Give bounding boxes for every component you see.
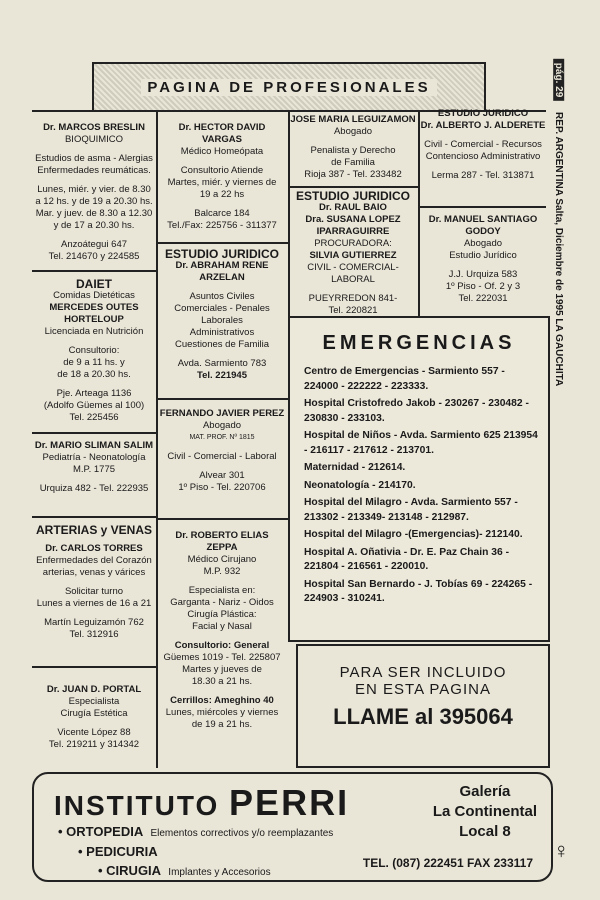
rule-c1-2 <box>32 432 156 434</box>
listing-godoy: Dr. MANUEL SANTIAGO GODOY Abogado Estudio Jurídico J.J. Urquiza 583 1º Piso - Of. 2 y 3 Tel. 222031 <box>428 214 538 304</box>
emergency-item: Neonatología - 214170. <box>304 479 416 491</box>
listing-baio: ESTUDIO JURIDICO Dr. RAUL BAIO Dra. SUSANA LOPEZ IPARRAGUIRRE PROCURADORA: SILVIA GUTIERREZ CIVIL - COMERCIAL-LABORAL PUEYRREDON 841- Tel. 220821 <box>295 190 410 314</box>
listing-perez: FERNANDO JAVIER PEREZ Abogado MAT. PROF. Nº 1815 Civil - Comercial - Laboral Alvear 301 1º Piso - Tel. 220706 <box>159 408 285 493</box>
emergencias-box <box>288 316 550 642</box>
perri-item-ortopedia: • ORTOPEDIA Elementos correctivos y/o reemplazantes <box>58 824 334 839</box>
emergency-item: Hospital Cristofredo Jakob - 230267 - 230482 - 230830 - 233103. <box>304 398 529 424</box>
rule-c1-4 <box>32 666 156 668</box>
listing-leguizamon: JOSE MARIA LEGUIZAMON Abogado Penalista y Derecho de Familia Rioja 387 - Tel. 233482 <box>290 114 416 180</box>
page-number: pág. 29 <box>554 58 565 100</box>
listing-alderete: ESTUDIO JURIDICO Dr. ALBERTO J. ALDERETE Civil - Comercial - Recursos Contencioso Administrativo Lerma 287 - Tel. 313871 <box>420 108 546 181</box>
listing-breslin: Dr. MARCOS BRESLIN BIOQUIMICO Estudios de asma - Alergias Enfermedades reumáticas. Lunes, miér. y vier. de 8.30 a 12 hs. y de 19 a 20.30 hs. Mar. y juev. de 8.30 a 12.30 y de 17 a 20.30 hs. Anzoátegui 647 Tel. 214670 y 224585 <box>35 122 153 262</box>
rule-c2-1 <box>156 242 288 244</box>
inclusion-phone: LLAME al 395064 <box>333 704 513 729</box>
listing-daiet: DAIET Comidas Dietéticas MERCEDES OUTES HORTELOUP Licenciada en Nutrición Consultorio: de 9 a 11 hs. y de 18 a 20.30 hs. Pje. Arteaga 1136 (Adolfo Güemes al 100) Tel. 225456 <box>43 278 145 423</box>
page-header <box>92 62 486 112</box>
instituto-perri-ad <box>32 772 553 882</box>
emergency-item: Hospital San Bernardo - J. Tobías 69 - 224265 - 224903 - 310241. <box>304 578 533 604</box>
mascot-figure-icon: ♀ <box>553 838 570 863</box>
emergency-item: Hospital del Milagro -(Emergencias)- 212140. <box>304 529 523 540</box>
rule-c1-3 <box>32 516 156 518</box>
perri-title: INSTITUTO PERRI <box>54 782 350 823</box>
emergency-item: Hospital del Milagro - Avda. Sarmiento 557 - 213302 - 213349- 213148 - 212987. <box>304 497 518 523</box>
listing-sliman: Dr. MARIO SLIMAN SALIM Pediatría - Neonatología M.P. 1775 Urquiza 482 - Tel. 222935 <box>34 440 154 494</box>
listing-portal: Dr. JUAN D. PORTAL Especialista Cirugía Estética Vicente López 88 Tel. 219211 y 314342 <box>46 684 142 750</box>
emergency-item: Maternidad - 212614. <box>304 462 406 473</box>
perri-phone: TEL. (087) 222451 FAX 233117 <box>362 856 533 870</box>
inclusion-line-2: EN ESTA PAGINA <box>355 681 491 698</box>
publication-info: REP. ARGENTINA Salta, Diciembre de 1995 LA GAUCHITA <box>553 111 565 386</box>
listing-zeppa: Dr. ROBERTO ELIAS ZEPPA Médico Cirujano M.P. 932 Especialista en: Garganta - Nariz - Oidos Cirugía Plástica: Facial y Nasal Consultorio: General Güemes 1019 - Tel. 225807 Martes y jueves de 18.30 a 21 hs. Cerrillos: Ameghino 40 Lunes, miércoles y viernes de 19 a 21 hs. <box>163 530 281 730</box>
listing-vargas: Dr. HECTOR DAVID VARGAS Médico Homeópata Consultorio Atiende Martes, miér. y viernes de 19 a 22 hs Balcarce 184 Tel./Fax: 225756 - 311377 <box>167 122 277 231</box>
page-title: PAGINA DE PROFESIONALES <box>141 79 436 96</box>
inclusion-ad <box>296 644 550 768</box>
listing-torres: ARTERIAS y VENAS Dr. CARLOS TORRES Enfermedades del Corazón arterias, venas y várices Solicitar turno Lunes a viernes de 16 a 21 Martín Leguizamón 762 Tel. 312916 <box>35 524 153 640</box>
emergency-item: Hospital A. Oñativia - Dr. E. Paz Chain 36 - 221804 - 216561 - 220010. <box>304 546 510 572</box>
listing-arzelan: ESTUDIO JURIDICO Dr. ABRAHAM RENE ARZELAN Asuntos Civiles Comerciales - Penales Laborales Administrativos Cuestiones de Familia Avda. Sarmiento 783 Tel. 221945 <box>164 248 279 381</box>
rule-c2-2 <box>156 398 288 400</box>
inclusion-line-1: PARA SER INCLUIDO <box>339 664 507 681</box>
emergency-item: Centro de Emergencias - Sarmiento 557 - 224000 - 222222 - 223333. <box>304 366 505 392</box>
rule-c4-1 <box>418 206 546 208</box>
emergency-item: Hospital de Niños - Avda. Sarmiento 625 213954 - 216117 - 217612 - 213701. <box>304 430 538 456</box>
rule-c2-3 <box>156 518 288 520</box>
side-strip <box>547 62 571 386</box>
perri-item-cirugia: • CIRUGIA Implantes y Accesorios <box>98 863 271 878</box>
rule-c1-1 <box>32 270 156 272</box>
emergencias-title: EMERGENCIAS <box>322 332 516 354</box>
perri-gallery: Galería La Continental Local 8 <box>432 783 537 840</box>
perri-item-pedicuria: • PEDICURIA <box>78 844 158 859</box>
rule-c3-1 <box>288 186 418 188</box>
